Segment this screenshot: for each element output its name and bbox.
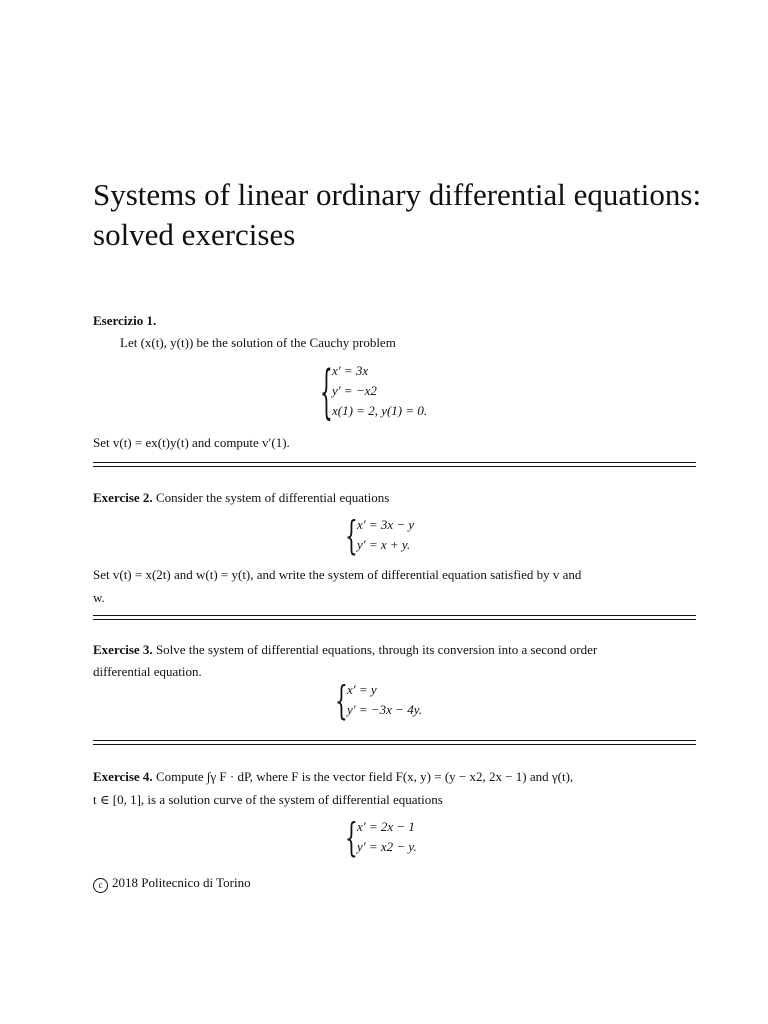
- exercise-2-heading: Exercise 2.: [93, 490, 153, 505]
- exercise-4-intro-line2: t ∈ [0, 1], is a solution curve of the system of differential equations: [93, 792, 443, 807]
- separator-rule: [93, 740, 696, 741]
- exercise-3-system: [335, 677, 535, 724]
- exercise-1-system: [320, 356, 520, 426]
- exercise-4-system: [345, 814, 545, 861]
- page-title: Systems of linear ordinary differential equations: solved exercises: [93, 177, 702, 252]
- equation-line: y′ = −3x − 4y.: [347, 702, 423, 717]
- separator-rule: [93, 466, 696, 467]
- equation-line: y′ = x2 − y.: [357, 839, 417, 854]
- exercise-2-intro: Consider the system of differential equations: [155, 490, 390, 505]
- brace-icon: {: [320, 356, 333, 426]
- copyright-text: 2018 Politecnico di Torino: [112, 875, 251, 890]
- equation-line: x′ = 3x − y: [357, 517, 415, 532]
- copyright-icon: c: [93, 878, 108, 893]
- exercise-1-closing: Set v(t) = ex(t)y(t) and compute v′(1).: [93, 435, 290, 450]
- exercise-2-intro-line: [93, 489, 389, 507]
- equation-line: y′ = −x2: [332, 383, 377, 398]
- exercise-1-heading: Esercizio 1.: [93, 313, 157, 328]
- exercise-3-intro-line: [93, 641, 597, 659]
- equation-line: x′ = y: [347, 682, 377, 697]
- equation-line: x(1) = 2, y(1) = 0.: [332, 403, 428, 418]
- separator-rule: [93, 744, 696, 745]
- equation-line: x′ = 2x − 1: [357, 819, 415, 834]
- exercise-4-intro-line1: Compute ∫γ F · dP, where F is the vector field F(x, y) = (y − x2, 2x − 1) and γ(t),: [155, 769, 574, 784]
- exercise-3-intro-line2: differential equation.: [93, 664, 202, 679]
- exercise-3-intro-line1: Solve the system of differential equations, through its conversion into a second order: [155, 642, 598, 657]
- exercise-4-intro-line: [93, 768, 573, 786]
- exercise-3-heading: Exercise 3.: [93, 642, 153, 657]
- exercise-4-heading: Exercise 4.: [93, 769, 153, 784]
- brace-icon: {: [345, 512, 358, 559]
- brace-icon: {: [335, 677, 348, 724]
- brace-icon: {: [345, 814, 358, 861]
- exercise-2-system: [345, 512, 545, 559]
- separator-rule: [93, 615, 696, 616]
- exercise-2-closing-line1: Set v(t) = x(2t) and w(t) = y(t), and write the system of differential equation satisfied by v and: [93, 567, 582, 582]
- exercise-1-intro: Let (x(t), y(t)) be the solution of the Cauchy problem: [120, 335, 396, 350]
- separator-rule: [93, 619, 696, 620]
- exercise-2-closing-line2: w.: [93, 590, 105, 605]
- copyright-notice: [93, 874, 251, 893]
- equation-line: y′ = x + y.: [357, 537, 411, 552]
- equation-line: x′ = 3x: [332, 363, 369, 378]
- separator-rule: [93, 462, 696, 463]
